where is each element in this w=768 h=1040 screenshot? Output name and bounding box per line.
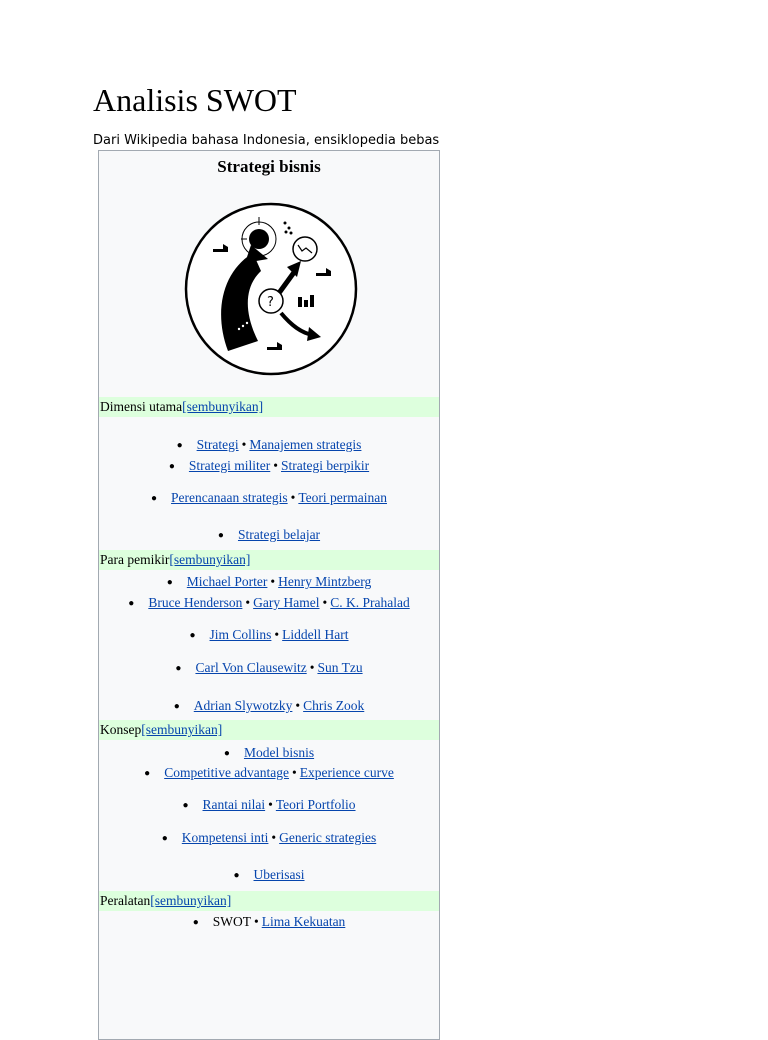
link-competitive-advantage[interactable]: Competitive advantage <box>164 765 290 780</box>
bullet-icon: ● <box>144 768 151 780</box>
section-title: Para pemikir <box>100 552 170 567</box>
list-item: ● Perencanaan strategis • Teori permainan <box>151 490 387 505</box>
link-generic-strategies[interactable]: Generic strategies <box>279 830 377 845</box>
bullet-icon: ● <box>233 870 240 882</box>
list-item: ● Carl Von Clausewitz • Sun Tzu <box>175 660 363 675</box>
list-item <box>99 745 439 761</box>
list-item <box>99 867 439 883</box>
bullet-icon: ● <box>189 630 196 642</box>
link-experience-curve[interactable]: Experience curve <box>299 765 394 780</box>
link-teori-portfolio[interactable]: Teori Portfolio <box>275 797 356 812</box>
list-item: ● Bruce Henderson • Gary Hamel • C. K. Prahalad <box>128 595 410 610</box>
infobox-strategi-bisnis <box>98 150 440 1040</box>
hide-toggle-link[interactable]: [sembunyikan] <box>169 552 251 567</box>
link-bruce-henderson[interactable]: Bruce Henderson <box>148 595 243 610</box>
hide-toggle-link[interactable]: [sembunyikan] <box>150 893 232 908</box>
link-michael-porter[interactable]: Michael Porter <box>186 574 268 589</box>
bullet-icon: ● <box>192 917 199 929</box>
link-uberisasi[interactable]: Uberisasi <box>253 867 305 882</box>
link-perencanaan-strategis[interactable]: Perencanaan strategis <box>171 490 288 505</box>
link-strategi-berpikir[interactable]: Strategi berpikir <box>281 458 370 473</box>
list-item: ● Strategi militer • Strategi berpikir <box>168 458 370 473</box>
bullet-icon: ● <box>161 833 168 845</box>
list-item: ● Jim Collins • Liddell Hart <box>189 627 349 642</box>
link-sun-tzu[interactable]: Sun Tzu <box>317 660 363 675</box>
bullet-icon: ● <box>217 530 224 542</box>
link-strategi-militer[interactable]: Strategi militer <box>188 458 271 473</box>
text-swot: SWOT <box>212 914 251 929</box>
bullet-icon: ● <box>173 701 180 713</box>
list-item <box>99 527 439 543</box>
section-title: Konsep <box>100 722 142 737</box>
hide-toggle-link[interactable]: [sembunyikan] <box>182 399 264 414</box>
list-item: ● Michael Porter • Henry Mintzberg <box>166 574 372 589</box>
link-lima-kekuatan[interactable]: Lima Kekuatan <box>261 914 346 929</box>
strategy-circle-icon[interactable] <box>183 201 359 377</box>
infobox-title: Strategi bisnis <box>217 157 321 176</box>
list-item: ● Rantai nilai • Teori Portfolio <box>182 797 356 812</box>
link-strategi[interactable]: Strategi <box>196 437 239 452</box>
link-teori-permainan[interactable]: Teori permainan <box>298 490 387 505</box>
bullet-icon: ● <box>166 577 173 589</box>
bullet-icon: ● <box>175 663 182 675</box>
link-strategi-belajar[interactable]: Strategi belajar <box>237 527 321 542</box>
list-item: ● SWOT • Lima Kekuatan <box>192 914 346 929</box>
link-rantai-nilai[interactable]: Rantai nilai <box>202 797 266 812</box>
page-title: Analisis SWOT <box>93 82 297 118</box>
section-header-dimensi-utama <box>99 397 439 417</box>
svg-text:?: ? <box>267 295 274 310</box>
link-adrian-slywotzky[interactable]: Adrian Slywotzky <box>193 698 293 713</box>
bullet-icon: ● <box>128 598 135 610</box>
bullet-icon: ● <box>176 440 183 452</box>
link-jim-collins[interactable]: Jim Collins <box>209 627 272 642</box>
list-item: ● Adrian Slywotzky • Chris Zook <box>173 698 365 713</box>
link-carl-von-clausewitz[interactable]: Carl Von Clausewitz <box>195 660 307 675</box>
bullet-icon: ● <box>182 800 189 812</box>
list-item: ● Kompetensi inti • Generic strategies <box>161 830 377 845</box>
link-gary-hamel[interactable]: Gary Hamel <box>253 595 320 610</box>
bullet-icon: ● <box>168 461 175 473</box>
hide-toggle-link[interactable]: [sembunyikan] <box>141 722 223 737</box>
list-item: ● Strategi • Manajemen strategis <box>176 437 362 452</box>
section-header-konsep <box>99 720 439 740</box>
link-liddell-hart[interactable]: Liddell Hart <box>282 627 349 642</box>
page-subtitle: Dari Wikipedia bahasa Indonesia, ensiklopedia bebas <box>93 133 440 148</box>
section-title: Peralatan <box>100 893 151 908</box>
list-item: ● Competitive advantage • Experience curve <box>144 765 394 780</box>
bullet-icon: ● <box>223 748 230 760</box>
link-ck-prahalad[interactable]: C. K. Prahalad <box>330 595 410 610</box>
section-header-peralatan <box>99 891 439 911</box>
bullet-icon: ● <box>151 493 158 505</box>
section-title: Dimensi utama <box>100 399 183 414</box>
link-model-bisnis[interactable]: Model bisnis <box>243 745 315 760</box>
link-henry-mintzberg[interactable]: Henry Mintzberg <box>278 574 372 589</box>
section-header-para-pemikir <box>99 550 439 570</box>
link-kompetensi-inti[interactable]: Kompetensi inti <box>181 830 269 845</box>
link-manajemen-strategis[interactable]: Manajemen strategis <box>249 437 362 452</box>
link-chris-zook[interactable]: Chris Zook <box>303 698 365 713</box>
